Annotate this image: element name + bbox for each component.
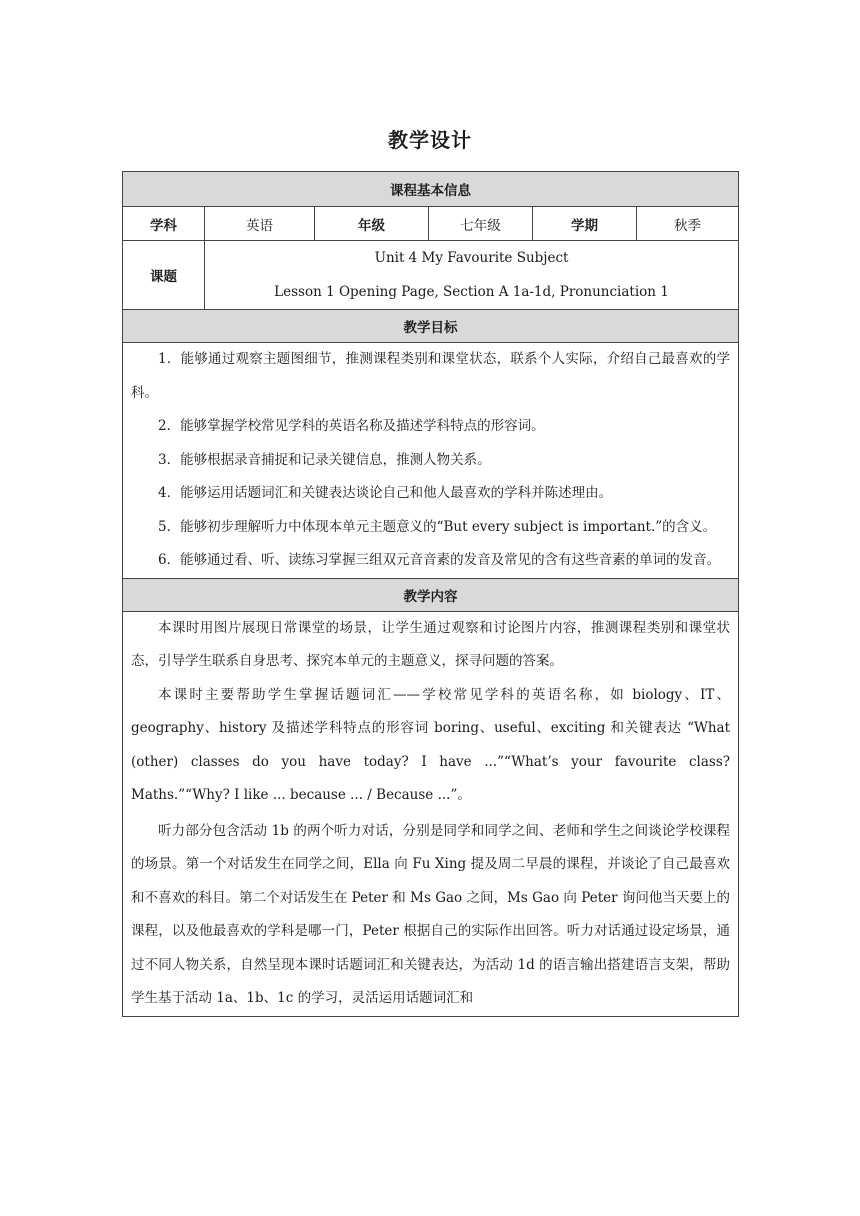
objective-item: 6．能够通过看、听、读练习掌握三组双元音音素的发音及常见的含有这些音素的单词的发音。 (158, 552, 721, 568)
lesson-plan-table (122, 171, 739, 1017)
objectives-header-row (123, 310, 739, 343)
term-value: 秋季 (637, 207, 739, 241)
objective-item: 3．能够根据录音捕捉和记录关键信息，推测人物关系。 (158, 451, 491, 468)
objective-item: 1．能够通过观察主题图细节，推测课程类别和课堂状态，联系个人实际，介绍自己最喜欢的学科。 (131, 351, 731, 401)
basic-info-header: 课程基本信息 (123, 172, 739, 207)
topic-line-unit: Unit 4 My Favourite Subject (374, 250, 569, 266)
objectives-body (123, 343, 739, 579)
subject-value: 英语 (205, 207, 315, 241)
objective-item: 2．能够掌握学校常见学科的英语名称及描述学科特点的形容词。 (158, 418, 545, 434)
topic-row (123, 241, 739, 310)
content-header-row (123, 578, 739, 611)
content-paragraph: 本课时用图片展现日常课堂的场景，让学生通过观察和讨论图片内容，推测课程类别和课堂状态，引导学生联系自身思考、探究本单元的主题意义，探寻问题的答案。 (131, 619, 731, 669)
page-title: 教学设计 (388, 128, 472, 152)
content-body (123, 611, 739, 1016)
objectives-body-row (123, 343, 739, 579)
topic-value (205, 241, 739, 310)
content-paragraph: 听力部分包含活动 1b 的两个听力对话，分别是同学和同学之间、老师和学生之间谈论学校课程的场景。第一个对话发生在同学之间，Ella 向 Fu Xing 提及周二早晨的课程，并谈论了自己最喜欢和不喜欢的科目。第二个对话发生在 Peter 和 Ms Gao 之间，Ms Gao 向 Peter 询问他当天要上的课程，以及他最喜欢的学科是哪一门，Peter 根据自己的实际作出回答。听力对话通过设定场景，通过不同人物关系，自然呈现本课时话题词汇和关键表达，为活动 1d 的语言输出搭建语言支架，帮助学生基于活动 1a、1b、1c 的学习，灵活运用话题词汇和 (131, 822, 731, 1006)
term-label: 学期 (533, 207, 637, 241)
subject-label: 学科 (123, 207, 205, 241)
objective-item: 4．能够运用话题词汇和关键表达谈论自己和他人最喜欢的学科并陈述理由。 (158, 485, 613, 501)
topic-label: 课题 (123, 241, 205, 310)
objective-item: 5．能够初步理解听力中体现本单元主题意义的“But every subject is important.”的含义。 (158, 518, 717, 535)
basic-info-header-row (123, 172, 739, 207)
content-header: 教学内容 (123, 578, 739, 611)
grade-value: 七年级 (429, 207, 533, 241)
topic-line-lesson: Lesson 1 Opening Page, Section A 1a-1d, Pronunciation 1 (274, 284, 669, 300)
subject-grade-term-row (123, 207, 739, 241)
objectives-header: 教学目标 (123, 310, 739, 343)
grade-label: 年级 (315, 207, 429, 241)
content-body-row (123, 611, 739, 1016)
content-paragraph: 本课时主要帮助学生掌握话题词汇——学校常见学科的英语名称，如 biology、IT、geography、history 及描述学科特点的形容词 boring、useful、exciting 和关键表达 “What (other) classes do you have today? I have ...”“What’s your favourite class? Maths.”“Why? I like ... because ... / Because ...”。 (131, 686, 731, 803)
